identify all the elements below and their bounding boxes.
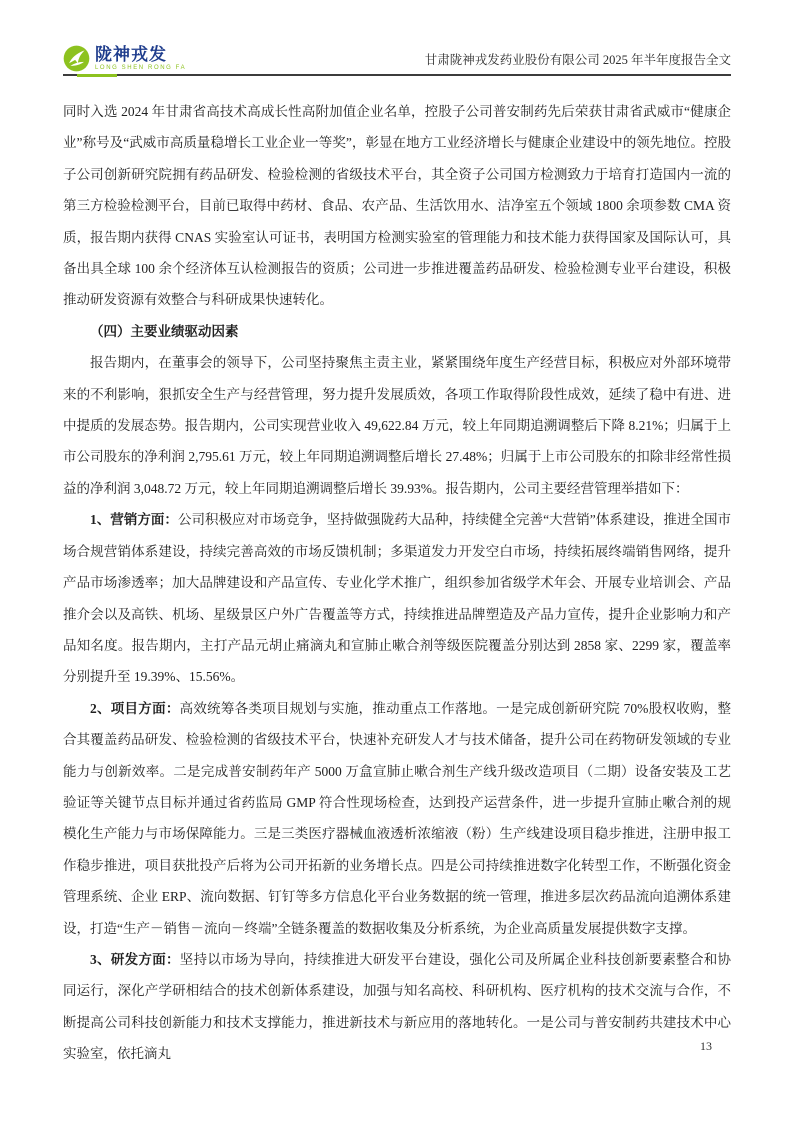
section-heading-performance-drivers: （四）主要业绩驱动因素 bbox=[90, 323, 239, 339]
paragraph-honors-continuation: 同时入选 2024 年甘肃省高技术高成长性高附加值企业名单，控股子公司普安制药先后荣获甘肃省武威市“健康企业”称号及“武威市高质量稳增长工业企业一等奖”，彰显在地方工业经济增长与健康企业建设中的领先地位。控股子公司创新研究院拥有药品研发、检验检测的省级技术平台，其全资子公司国方检测致力于培育打造国内一流的第三方检验检测平台，目前已取得中药材、食品、农产品、生活饮用水、洁净室五个领域 1800 余项参数 CMA 资质，报告期内获得 CNAS 实验室认可证书，表明国方检测实验室的管理能力和技术能力获得国家及国际认可，具备出具全球 100 余个经济体互认检测报告的资质；公司进一步推进覆盖药品研发、检验检测专业平台建设，积极推动研发资源有效整合与科研成果快速转化。 bbox=[63, 104, 731, 308]
paragraph-lead: 2、项目方面： bbox=[90, 700, 180, 716]
page-number: 13 bbox=[700, 1039, 712, 1053]
paragraph-projects: 2、项目方面：高效统筹各类项目规划与实施，推动重点工作落地。一是完成创新研究院 70%股权收购，整合其覆盖药品研发、检验检测的省级技术平台，快速补充研发人才与技术储备，提升公司在药物研发领域的专业能力与创新效率。二是完成普安制药年产 5000 万盒宣肺止嗽合剂生产线升级改造项目（二期）设备安装及工艺验证等关键节点目标并通过省药监局 GMP 符合性现场检查，达到投产运营条件，进一步提升宣肺止嗽合剂的规模化生产能力与市场保障能力。三是三类医疗器械血液透析浓缩液（粉）生产线建设项目稳步推进，注册申报工作稳步推进，项目获批投产后将为公司开拓新的业务增长点。四是公司持续推进数字化转型工作，不断强化资金管理系统、企业 ERP、流向数据、钉钉等多方信息化平台业务数据的统一管理，推进多层次药品流向追溯体系建设，打造“生产－销售－流向－终端”全链条覆盖的数据收集及分析系统，为企业高质量发展提供数字支撑。 bbox=[63, 700, 732, 936]
brand-name-en: LONG SHEN RONG FA bbox=[95, 65, 187, 71]
paragraph-marketing: 1、营销方面：公司积极应对市场竞争，坚持做强陇药大品种，持续健全完善“大营销”体系建设，推进全国市场合规营销体系建设，持续完善高效的市场反馈机制；多渠道发力开发空白市场，持续拓展终端销售网络，提升产品市场渗透率；加大品牌建设和产品宣传、专业化学术推广，组织参加省级学术年会、开展专业培训会、产品推介会以及高铁、机场、星级景区户外广告覆盖等方式，持续推进品牌塑造及产品力宣传，提升企业影响力和产品知名度。报告期内，主打产品元胡止痛滴丸和宣肺止嗽合剂等级医院覆盖分别达到 2858 家、2299 家，覆盖率分别提升至 19.39%、15.56%。 bbox=[63, 512, 732, 685]
brand-text bbox=[95, 46, 186, 71]
company-logo bbox=[63, 45, 186, 74]
paragraph-operating-results: 报告期内，在董事会的领导下，公司坚持聚焦主责主业，紧紧围绕年度生产经营目标，积极应对外部环境带来的不利影响，狠抓安全生产与经营管理，努力提升发展质效，各项工作取得阶段性成效，延续了稳中有进、进中提质的发展态势。报告期内，公司实现营业收入 49,622.84 万元，较上年同期追溯调整后下降 8.21%；归属于上市公司股东的净利润 2,795.61 万元，较上年同期追溯调整后增长 27.48%；归属于上市公司股东的扣除非经常性损益的净利润 3,048.72 万元，较上年同期追溯调整后增长 39.93%。报告期内，公司主要经营管理举措如下： bbox=[63, 355, 731, 496]
paragraph-lead: 3、研发方面： bbox=[90, 951, 180, 967]
brand-name-cn: 陇神戎发 bbox=[95, 45, 167, 64]
paragraph-lead: 1、营销方面： bbox=[90, 512, 178, 528]
page-header bbox=[63, 36, 731, 76]
paragraph-rnd: 3、研发方面：坚持以市场为导向，持续推进大研发平台建设，强化公司及所属企业科技创新要素整合和协同运行，深化产学研相结合的技术创新体系建设，加强与知名高校、科研机构、医疗机构的技术交流与合作，不断提高公司科技创新能力和技术支撑能力，推进新技术与新应用的落地转化。一是公司与普安制药共建技术中心实验室，依托滴丸 bbox=[63, 951, 732, 1062]
document-body bbox=[63, 96, 731, 1070]
report-title: 甘肃陇神戎发药业股份有限公司 2025 年半年度报告全文 bbox=[424, 53, 731, 67]
logo-green-underline bbox=[77, 74, 117, 77]
company-logo-icon bbox=[63, 45, 90, 72]
